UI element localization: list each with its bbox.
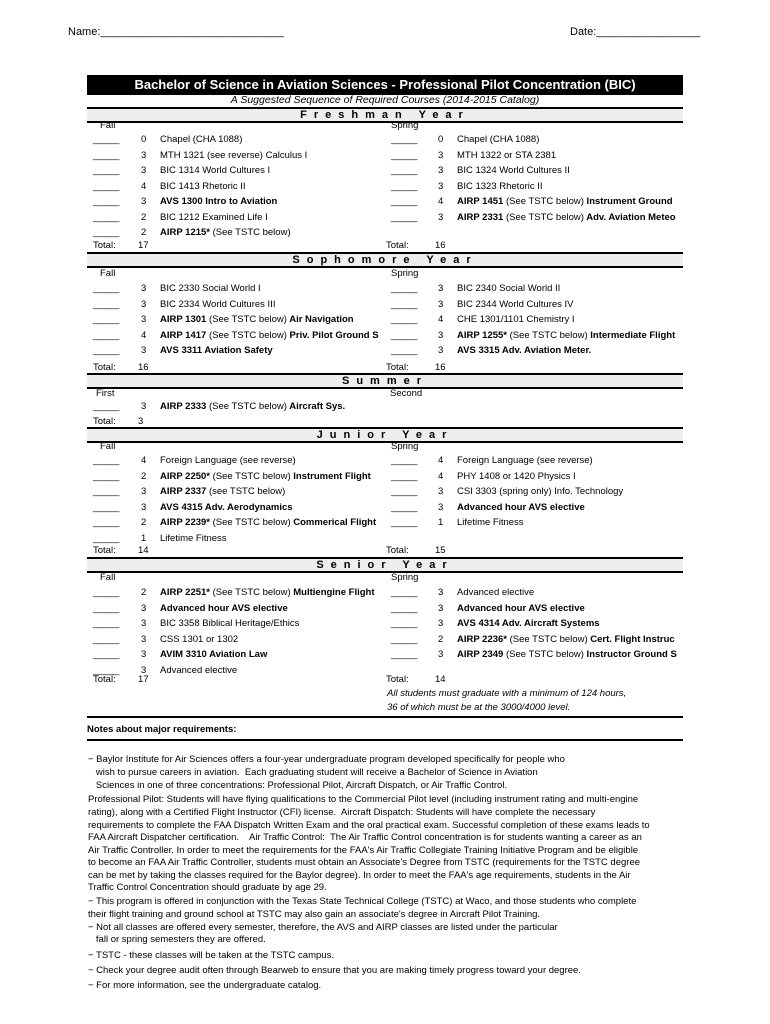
- course-name: BIC 2340 Social World II: [457, 283, 561, 294]
- course-name: BIC 1212 Examined Life I: [160, 211, 268, 223]
- course-name: AIRP 2239* (See TSTC below) Commerical Flight: [160, 517, 377, 528]
- credit-hours: 2: [141, 227, 147, 238]
- document-title: Bachelor of Science in Aviation Sciences - Professional Pilot Concentration (BIC): [87, 75, 683, 95]
- check-blank[interactable]: _____: [391, 149, 418, 161]
- course-name: CSI 3303 (spring only) Info. Technology: [457, 486, 624, 497]
- course-name: Advanced elective: [457, 587, 535, 598]
- sophomore-spring-total: 16: [435, 362, 446, 373]
- course-name: AIRP 2236* (See TSTC below) Cert. Flight Instruc: [457, 633, 675, 645]
- junior-fall-total-label: Total:: [93, 545, 116, 556]
- date-field-label[interactable]: Date:_________________: [570, 26, 701, 38]
- course-name: AIRP 2331 (See TSTC below) Adv. Aviation Meteo: [457, 211, 676, 223]
- course-name: AVS 4314 Adv. Aircraft Systems: [457, 618, 600, 629]
- check-blank[interactable]: _____: [93, 329, 120, 341]
- credit-hours: 2: [141, 587, 147, 598]
- credit-hours: 3: [438, 486, 444, 497]
- check-blank[interactable]: _____: [93, 314, 120, 325]
- section-divider: [87, 739, 683, 741]
- credit-hours: 3: [438, 298, 444, 310]
- check-blank[interactable]: _____: [391, 211, 418, 223]
- credit-hours: 3: [141, 165, 147, 176]
- check-blank[interactable]: _____: [93, 211, 120, 223]
- name-field-label[interactable]: Name:______________________________: [68, 26, 284, 38]
- senior-year-header: Senior Year: [87, 557, 683, 573]
- course-name: AVS 1300 Intro to Aviation: [160, 196, 278, 207]
- credit-hours: 4: [141, 329, 147, 341]
- check-blank[interactable]: _____: [391, 587, 418, 598]
- note-line: Air Traffic Controller. In order to meet the requirements for the FAA's Air Traffic Collegiate Training Initiative Program and be eligible: [88, 845, 639, 856]
- credit-hours: 3: [438, 211, 444, 223]
- course-name: BIC 1323 Rhetoric II: [457, 180, 543, 192]
- check-blank[interactable]: _____: [391, 298, 418, 310]
- note-line: − Check your degree audit often through Bearweb to ensure that you are making timely progress toward your degree.: [88, 965, 581, 976]
- check-blank[interactable]: _____: [93, 470, 120, 482]
- sophomore-spring-total-label: Total:: [386, 362, 409, 373]
- freshman-spring-label: Spring: [391, 120, 419, 131]
- course-name: AVS 4315 Adv. Aerodynamics: [160, 501, 293, 513]
- check-blank[interactable]: _____: [391, 345, 418, 356]
- course-name: AIRP 1215* (See TSTC below): [160, 227, 291, 238]
- credit-hours: 4: [438, 455, 444, 466]
- credit-hours: 3: [438, 602, 444, 614]
- course-name: BIC 2330 Social World I: [160, 283, 261, 294]
- credit-hours: 3: [438, 165, 444, 176]
- junior-spring-total-label: Total:: [386, 545, 409, 556]
- credit-hours: 0: [438, 134, 444, 145]
- note-line: − This program is offered in conjunction with the Texas State Technical College (TSTC) at Waco, and those students who complete: [88, 896, 637, 907]
- check-blank[interactable]: _____: [93, 165, 120, 176]
- note-line: requirements to complete the FAA Dispatch Written Exam and the oral practical exam. Successful completion of these exams leads to: [88, 820, 650, 831]
- note-line: wish to pursue careers in aviation. Each graduating student will receive a Bachelor of Science in Aviation: [88, 767, 538, 778]
- sophomore-spring-label: Spring: [391, 268, 419, 279]
- credit-hours: 3: [141, 664, 147, 676]
- check-blank[interactable]: _____: [391, 618, 418, 629]
- junior-fall-label: Fall: [100, 441, 116, 452]
- note-line: − For more information, see the undergraduate catalog.: [88, 980, 322, 991]
- credit-hours: 0: [141, 134, 147, 145]
- note-line: fall or spring semesters they are offered.: [88, 934, 266, 945]
- credit-hours: 2: [141, 470, 147, 482]
- credit-hours: 3: [141, 401, 147, 412]
- section-divider: [87, 716, 683, 718]
- summer-header: Summer: [87, 373, 683, 389]
- course-name: BIC 3358 Biblical Heritage/Ethics: [160, 618, 300, 629]
- check-blank[interactable]: _____: [391, 633, 418, 645]
- course-name: Foreign Language (see reverse): [457, 455, 593, 466]
- sophomore-year-header: Sophomore Year: [87, 252, 683, 268]
- check-blank[interactable]: _____: [391, 470, 418, 482]
- note-line: can be met by taking the classes required for the Baylor degree). In order to meet the FAA's age requirements, students in the Air: [88, 870, 631, 881]
- course-name: BIC 1324 World Cultures II: [457, 165, 570, 176]
- credit-hours: 4: [438, 196, 444, 207]
- credit-hours: 3: [438, 618, 444, 629]
- credit-hours: 4: [438, 314, 444, 325]
- sophomore-fall-total-label: Total:: [93, 362, 116, 373]
- check-blank[interactable]: _____: [93, 501, 120, 513]
- check-blank[interactable]: _____: [93, 134, 120, 145]
- summer-second-label: Second: [390, 388, 423, 399]
- junior-spring-label: Spring: [391, 441, 419, 452]
- course-name: MTH 1322 or STA 2381: [457, 149, 557, 161]
- course-name: BIC 1413 Rhetoric II: [160, 180, 246, 192]
- course-name: Lifetime Fitness: [160, 532, 227, 544]
- course-name: AIRP 1417 (See TSTC below) Priv. Pilot Ground S: [160, 329, 379, 341]
- check-blank[interactable]: _____: [391, 196, 418, 207]
- senior-spring-label: Spring: [391, 572, 419, 583]
- credit-hours: 1: [141, 532, 147, 544]
- check-blank[interactable]: _____: [93, 149, 120, 161]
- summer-first-label: First: [96, 388, 115, 399]
- check-blank[interactable]: _____: [391, 314, 418, 325]
- check-blank[interactable]: _____: [93, 532, 120, 544]
- freshman-fall-total: 17: [138, 240, 149, 251]
- check-blank[interactable]: _____: [391, 486, 418, 497]
- note-line: rating), along with a Certified Flight Instructor (CFI) license. Aircraft Dispatch: Students will have complete the necessary: [88, 807, 596, 818]
- course-name: Lifetime Fitness: [457, 517, 524, 528]
- check-blank[interactable]: _____: [93, 298, 120, 310]
- credit-hours: 3: [141, 486, 147, 497]
- credit-hours: 3: [141, 633, 147, 645]
- credit-hours: 3: [141, 501, 147, 513]
- course-name: AIRP 2250* (See TSTC below) Instrument Flight: [160, 470, 371, 482]
- course-name: Advanced hour AVS elective: [160, 602, 288, 614]
- notes-title: Notes about major requirements:: [87, 724, 237, 735]
- credit-hours: 2: [141, 517, 147, 528]
- credit-hours: 4: [438, 470, 444, 482]
- credit-hours: 3: [438, 283, 444, 294]
- check-blank[interactable]: _____: [391, 180, 418, 192]
- check-blank[interactable]: _____: [93, 649, 120, 660]
- course-name: BIC 2334 World Cultures III: [160, 298, 276, 310]
- check-blank[interactable]: _____: [93, 587, 120, 598]
- check-blank[interactable]: _____: [93, 486, 120, 497]
- course-name: Advanced hour AVS elective: [457, 602, 585, 614]
- check-blank[interactable]: _____: [93, 517, 120, 528]
- course-name: AIRP 2251* (See TSTC below) Multiengine Flight: [160, 587, 375, 598]
- note-line: FAA Aircraft Dispatcher certification. Air Traffic Control: The Air Traffic Control concentration is for students wanting a career as an: [88, 832, 642, 843]
- check-blank[interactable]: _____: [93, 180, 120, 192]
- check-blank[interactable]: _____: [93, 618, 120, 629]
- credit-hours: 3: [438, 149, 444, 161]
- sophomore-fall-label: Fall: [100, 268, 116, 279]
- senior-spring-total: 14: [435, 674, 446, 685]
- note-line: − Baylor Institute for Air Sciences offers a four-year undergraduate program developed specifically for people who: [88, 754, 565, 765]
- freshman-year-header: Freshman Year: [87, 107, 683, 123]
- credit-hours: 3: [141, 314, 147, 325]
- check-blank[interactable]: _____: [93, 401, 120, 412]
- course-name: AIRP 2337 (see TSTC below): [160, 486, 286, 497]
- check-blank[interactable]: _____: [93, 227, 120, 238]
- credit-hours: 3: [141, 298, 147, 310]
- note-line: their flight training and ground school at TSTC may also gain an associate's degree in Aircraft Pilot Training.: [88, 909, 541, 920]
- credit-hours: 2: [141, 211, 147, 223]
- course-name: AVIM 3310 Aviation Law: [160, 649, 268, 660]
- course-name: CHE 1301/1101 Chemistry I: [457, 314, 575, 325]
- check-blank[interactable]: _____: [93, 196, 120, 207]
- credit-hours: 4: [141, 180, 147, 192]
- course-name: CSS 1301 or 1302: [160, 633, 239, 645]
- check-blank[interactable]: _____: [391, 649, 418, 660]
- check-blank[interactable]: _____: [391, 134, 418, 145]
- check-blank[interactable]: _____: [391, 501, 418, 513]
- credit-hours: 3: [438, 587, 444, 598]
- credit-hours: 3: [141, 345, 147, 356]
- course-name: AIRP 1451 (See TSTC below) Instrument Ground: [457, 196, 673, 207]
- credit-hours: 3: [438, 501, 444, 513]
- course-name: BIC 2344 World Cultures IV: [457, 298, 574, 310]
- check-blank[interactable]: _____: [93, 602, 120, 614]
- check-blank[interactable]: _____: [93, 633, 120, 645]
- senior-fall-total: 17: [138, 674, 149, 685]
- course-name: PHY 1408 or 1420 Physics I: [457, 470, 576, 482]
- note-line: Traffic Control Concentration should graduate by age 29.: [88, 882, 327, 893]
- note-line: Professional Pilot: Students will have flying qualifications to the Commercial Pilot level (including instrument rating and multi-engine: [88, 794, 639, 805]
- freshman-fall-label: Fall: [100, 120, 116, 131]
- course-name: AIRP 1301 (See TSTC below) Air Navigation: [160, 314, 354, 325]
- freshman-spring-total: 16: [435, 240, 446, 251]
- credit-hours: 1: [438, 517, 444, 528]
- check-blank[interactable]: _____: [391, 602, 418, 614]
- credit-hours: 3: [438, 180, 444, 192]
- credit-hours: 3: [438, 345, 444, 356]
- summer-total-label: Total:: [93, 416, 116, 427]
- credit-hours: 4: [141, 455, 147, 466]
- course-name: MTH 1321 (see reverse) Calculus I: [160, 149, 308, 161]
- note-line: − Not all classes are offered every semester, therefore, the AVS and AIRP classes are listed under the particular: [88, 922, 558, 933]
- check-blank[interactable]: _____: [391, 283, 418, 294]
- credit-hours: 3: [141, 149, 147, 161]
- freshman-fall-total-label: Total:: [93, 240, 116, 251]
- note-line: to become an FAA Air Traffic Controller, students must obtain an Associate's Degree from TSTC (requirements for the TSTC degree: [88, 857, 641, 868]
- credit-hours: 2: [438, 633, 444, 645]
- note-line: − TSTC - these classes will be taken at the TSTC campus.: [88, 950, 334, 961]
- course-name: BIC 1314 World Cultures I: [160, 165, 271, 176]
- course-name: AIRP 2349 (See TSTC below) Instructor Ground S: [457, 649, 677, 660]
- course-name: AVS 3311 Aviation Safety: [160, 345, 273, 356]
- check-blank[interactable]: _____: [391, 455, 418, 466]
- credit-hours: 3: [438, 329, 444, 341]
- document-subtitle: A Suggested Sequence of Required Courses (2014-2015 Catalog): [230, 94, 540, 106]
- course-name: Foreign Language (see reverse): [160, 455, 296, 466]
- course-name: Advanced elective: [160, 664, 238, 676]
- check-blank[interactable]: _____: [93, 664, 120, 676]
- course-name: AIRP 1255* (See TSTC below) Intermediate Flight: [457, 329, 676, 341]
- check-blank[interactable]: _____: [93, 283, 120, 294]
- course-name: AIRP 2333 (See TSTC below) Aircraft Sys.: [160, 401, 346, 412]
- junior-year-header: Junior Year: [87, 427, 683, 443]
- senior-fall-label: Fall: [100, 572, 116, 583]
- sophomore-fall-total: 16: [138, 362, 149, 373]
- check-blank[interactable]: _____: [93, 345, 120, 356]
- credit-hours: 3: [141, 649, 147, 660]
- graduation-note-1: All students must graduate with a minimum of 124 hours,: [387, 688, 627, 699]
- junior-spring-total: 15: [435, 545, 446, 556]
- credit-hours: 3: [141, 618, 147, 629]
- freshman-spring-total-label: Total:: [386, 240, 409, 251]
- course-name: Chapel (CHA 1088): [160, 134, 243, 145]
- course-name: AVS 3315 Adv. Aviation Meter.: [457, 345, 592, 356]
- credit-hours: 3: [438, 649, 444, 660]
- note-line: Sciences in one of three concentrations: Professional Pilot, Aircraft Dispatch, or Air Traffic Control.: [88, 780, 508, 791]
- check-blank[interactable]: _____: [391, 329, 418, 341]
- check-blank[interactable]: _____: [391, 165, 418, 176]
- course-name: Chapel (CHA 1088): [457, 134, 540, 145]
- credit-hours: 3: [141, 283, 147, 294]
- credit-hours: 3: [141, 196, 147, 207]
- summer-first-total: 3: [138, 416, 144, 427]
- course-name: Advanced hour AVS elective: [457, 501, 585, 513]
- credit-hours: 3: [141, 602, 147, 614]
- check-blank[interactable]: _____: [391, 517, 418, 528]
- junior-fall-total: 14: [138, 545, 149, 556]
- graduation-note-2: 36 of which must be at the 3000/4000 level.: [387, 702, 571, 713]
- senior-spring-total-label: Total:: [386, 674, 409, 685]
- senior-fall-total-label: Total:: [93, 674, 116, 685]
- check-blank[interactable]: _____: [93, 455, 120, 466]
